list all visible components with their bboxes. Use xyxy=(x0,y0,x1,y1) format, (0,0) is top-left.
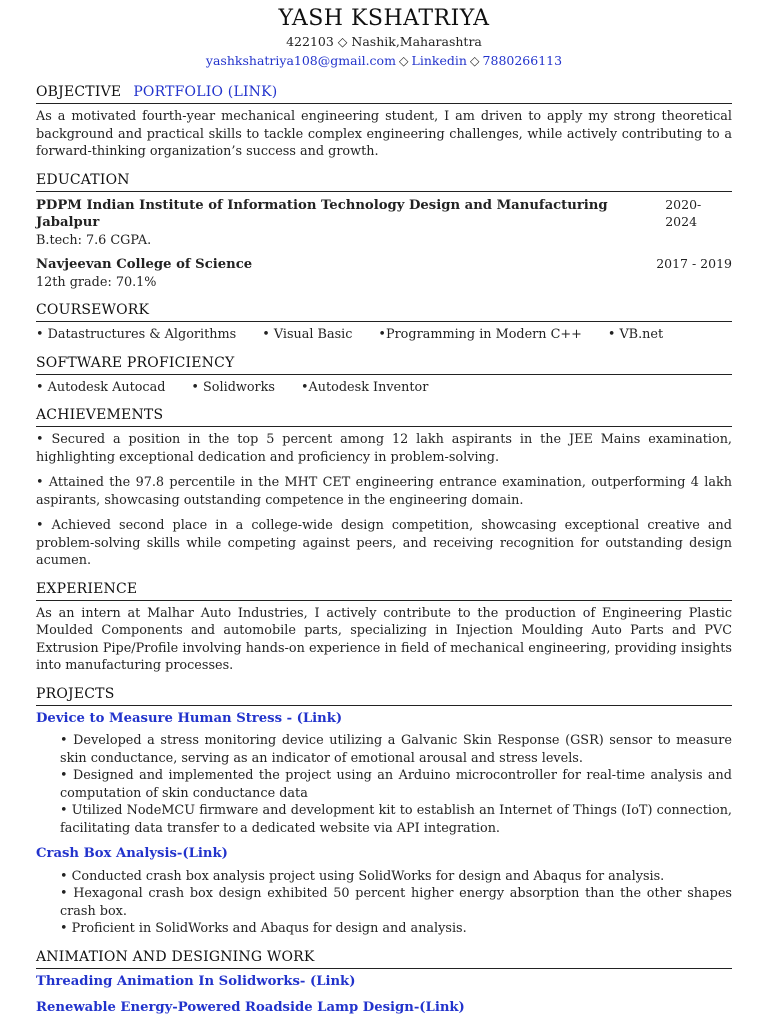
software-heading: SOFTWARE PROFICIENCY xyxy=(36,354,732,375)
list-item: • Solidworks xyxy=(191,379,275,395)
achievement-item: • Achieved second place in a college-wide design competition, showcasing exceptional creative and problem-solving skills while competing against peers, and receiving recognition for outstanding design acumen. xyxy=(36,518,732,568)
achievement-item: • Attained the 97.8 percentile in the MHT CET engineering entrance examination, outperforming 4 lakh aspirants, showcasing outstanding competence in the engineering domain. xyxy=(36,475,732,508)
list-item: • VB.net xyxy=(607,327,664,342)
objective-heading: OBJECTIVE xyxy=(36,84,122,100)
projects-section xyxy=(36,685,732,938)
coursework-list xyxy=(36,326,732,344)
experience-text: As an intern at Malhar Auto Industries, I actively contribute to the production of Engineering Plastic Moulded Components and automobile parts, specializing in Injection Moulding Auto Parts and PVC Extrusion Pipe/Profile involving hands-on experience in field of mechanical engineering, providing insights into manufacturing processes. xyxy=(36,605,732,673)
contact-line xyxy=(36,53,732,69)
education-section xyxy=(36,171,732,292)
phone-link[interactable]: 7880266113 xyxy=(482,53,563,68)
list-item: • Designed and implemented the project using an Arduino microcontroller for real-time analysis and computation of skin conductance data xyxy=(60,768,732,801)
project-bullets xyxy=(36,732,732,837)
experience-heading: EXPERIENCE xyxy=(36,580,732,601)
email-link[interactable]: yashkshatriya108@gmail.com xyxy=(205,53,396,68)
coursework-section xyxy=(36,301,732,344)
achievements-section xyxy=(36,406,732,570)
project-title-link[interactable]: Device to Measure Human Stress - (Link) xyxy=(36,710,343,726)
portfolio-link[interactable]: PORTFOLIO (LINK) xyxy=(133,84,278,100)
animation-section xyxy=(36,948,732,1017)
project-bullets xyxy=(36,868,732,938)
list-item: •Autodesk Inventor xyxy=(300,379,429,395)
list-item: • Utilized NodeMCU firmware and development kit to establish an Internet of Things (IoT) connection, facilitating data transfer to a dedicated website via API integration. xyxy=(60,803,732,836)
list-item: • Conducted crash box analysis project using SolidWorks for design and Abaqus for analysis. xyxy=(60,868,665,884)
objective-section xyxy=(36,83,732,161)
education-heading: EDUCATION xyxy=(36,171,732,192)
list-item: • Hexagonal crash box design exhibited 50 percent higher energy absorption than the other shapes crash box. xyxy=(60,886,732,919)
separator: ◇ xyxy=(398,53,409,68)
section-heading xyxy=(36,83,732,104)
experience-section xyxy=(36,580,732,675)
education-dates: 2017 - 2019 xyxy=(656,256,732,271)
project-title-link[interactable]: Crash Box Analysis-(Link) xyxy=(36,846,228,861)
software-section xyxy=(36,354,732,397)
list-item: • Proficient in SolidWorks and Abaqus for design and analysis. xyxy=(60,921,467,936)
institution-name: PDPM Indian Institute of Information Technology Design and Manufacturing Jabalpur xyxy=(36,197,608,230)
education-detail: B.tech: 7.6 CGPA. xyxy=(36,232,152,248)
animation-link[interactable]: Renewable Energy-Powered Roadside Lamp Design-(Link) xyxy=(36,1000,465,1015)
projects-heading: PROJECTS xyxy=(36,685,732,706)
software-list xyxy=(36,379,732,397)
animation-heading: ANIMATION AND DESIGNING WORK xyxy=(36,948,732,969)
achievements-heading: ACHIEVEMENTS xyxy=(36,406,732,427)
linkedin-link[interactable]: Linkedin xyxy=(411,53,467,68)
objective-text: As a motivated fourth-year mechanical engineering student, I am driven to apply my strong theoretical background and practical skills to tackle complex engineering challenges, while actively contributing to a forward-thinking organization’s success and growth. xyxy=(36,109,732,159)
education-entry xyxy=(36,196,732,232)
address: 422103 ◇ Nashik,Maharashtra xyxy=(286,34,482,49)
list-item: •Programming in Modern C++ xyxy=(378,327,582,342)
list-item: • Developed a stress monitoring device utilizing a Galvanic Skin Response (GSR) sensor to measure skin conductance, serving as an indicator of emotional arousal and stress levels. xyxy=(60,733,732,766)
list-item: • Datastructures & Algorithms xyxy=(36,327,237,342)
education-dates: 2020-2024 xyxy=(665,196,702,229)
education-detail: 12th grade: 70.1% xyxy=(36,274,157,290)
coursework-heading: COURSEWORK xyxy=(36,301,732,322)
institution-name: Navjeevan College of Science xyxy=(36,257,253,272)
candidate-name: YASH KSHATRIYA xyxy=(278,6,490,31)
achievement-item: • Secured a position in the top 5 percent among 12 lakh aspirants in the JEE Mains examination, highlighting exceptional dedication and proficiency in problem-solving. xyxy=(36,432,732,465)
list-item: • Visual Basic xyxy=(262,327,353,342)
education-entry xyxy=(36,255,732,274)
separator: ◇ xyxy=(469,53,480,68)
list-item: • Autodesk Autocad xyxy=(36,379,166,395)
animation-link[interactable]: Threading Animation In Solidworks- (Link) xyxy=(36,973,356,989)
